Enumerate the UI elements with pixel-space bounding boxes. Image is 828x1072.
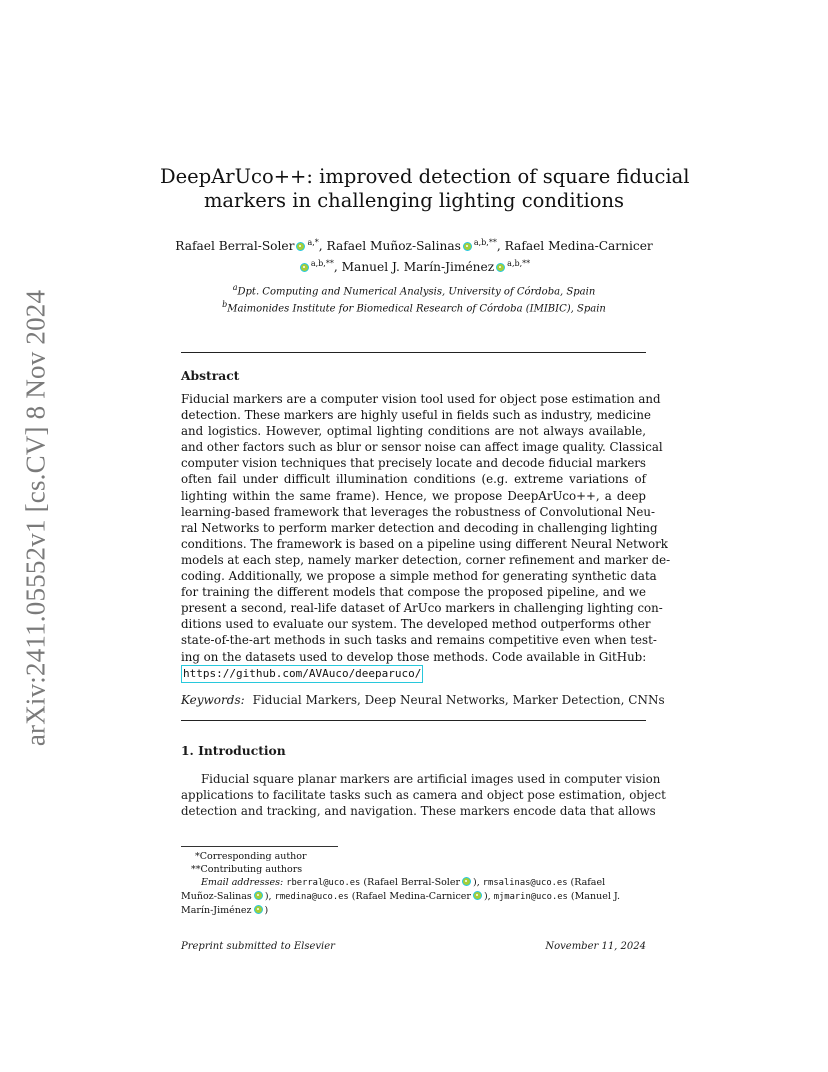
abstract-line: learning-based framework that leverages the robustness of Convolutional Neu- bbox=[181, 504, 656, 519]
affiliation-b-mark: b bbox=[222, 300, 228, 310]
author-4: , Manuel J. Marín-Jiménez bbox=[333, 260, 495, 275]
keywords-label: Keywords: bbox=[181, 693, 245, 707]
orcid-icon[interactable] bbox=[463, 242, 472, 251]
abstract-heading: Abstract bbox=[181, 368, 240, 383]
paper-title bbox=[160, 165, 690, 213]
github-link[interactable]: https://github.com/AVAuco/deeparuco/ bbox=[181, 665, 423, 683]
intro-line: applications to facilitate tasks such as camera and object pose estimation, object bbox=[181, 788, 666, 803]
abstract-line: and logistics. However, optimal lighting conditions are not always available, bbox=[181, 424, 646, 439]
arxiv-sidebar bbox=[14, 278, 58, 758]
orcid-icon[interactable] bbox=[296, 242, 305, 251]
email-1-name: (Rafael Berral-Soler bbox=[363, 877, 461, 888]
title-line-1: DeepArUco++: improved detection of square fiducial bbox=[160, 165, 690, 188]
abstract-line: ral Networks to perform marker detection and decoding in challenging lighting bbox=[181, 520, 658, 535]
intro-line: Fiducial square planar markers are artificial images used in computer vision bbox=[201, 772, 661, 786]
keywords bbox=[181, 693, 665, 707]
keywords-text: Fiducial Markers, Deep Neural Networks, Marker Detection, CNNs bbox=[252, 693, 665, 707]
abstract-line: conditions. The framework is based on a pipeline using different Neural Network bbox=[181, 536, 668, 551]
author-line-1 bbox=[170, 234, 658, 255]
intro-line: detection and tracking, and navigation. These markers encode data that allows bbox=[181, 804, 656, 819]
email-4-name-cont: Marín-Jiménez bbox=[181, 905, 252, 916]
email-4-name: (Manuel J. bbox=[570, 891, 620, 902]
abstract-line: state-of-the-art methods in such tasks and remains competitive even when test- bbox=[181, 633, 657, 648]
abstract-line: models at each step, namely marker detection, corner refinement and marker de- bbox=[181, 552, 671, 567]
author-2: , Rafael Muñoz-Salinas bbox=[318, 239, 461, 254]
orcid-icon[interactable] bbox=[300, 263, 309, 272]
footnote-emails-line-1: Email addresses: rberral@uco.es (Rafael Berral-Soler ), rmsalinas@uco.es (Rafael bbox=[201, 877, 606, 888]
author-4-affil: a,b,** bbox=[507, 259, 531, 269]
abstract-body bbox=[181, 391, 671, 683]
abstract-line: detection. These markers are highly useful in fields such as industry, medicine bbox=[181, 408, 652, 423]
abstract-line: Fiducial markers are a computer vision tool used for object pose estimation and bbox=[181, 392, 661, 406]
affiliation-b-text: Maimonides Institute for Biomedical Research of Córdoba (IMIBIC), Spain bbox=[227, 303, 606, 315]
footnote-emails-line-2: Muñoz-Salinas ), rmedina@uco.es (Rafael Medina-Carnicer ), mjmarin@uco.es (Manuel J. bbox=[181, 891, 620, 902]
email-3-name: (Rafael Medina-Carnicer bbox=[351, 891, 471, 902]
introduction-body bbox=[181, 771, 666, 819]
orcid-icon[interactable] bbox=[473, 891, 482, 900]
affiliation-b bbox=[180, 298, 648, 315]
abstract-line: ditions used to evaluate our system. The developed method outperforms other bbox=[181, 617, 651, 632]
orcid-icon[interactable] bbox=[254, 905, 263, 914]
affiliations bbox=[180, 281, 648, 316]
author-list bbox=[170, 234, 658, 276]
email-4[interactable]: mjmarin@uco.es bbox=[493, 892, 568, 902]
email-3[interactable]: rmedina@uco.es bbox=[274, 892, 349, 902]
abstract-line: present a second, real-life dataset of ArUco markers in challenging lighting con- bbox=[181, 601, 663, 616]
footnote-contributing: **Contributing authors bbox=[191, 864, 303, 875]
author-3-affil: a,b,** bbox=[310, 259, 334, 269]
abstract-line: and other factors such as blur or sensor noise can affect image quality. Classical bbox=[181, 440, 663, 455]
email-2[interactable]: rmsalinas@uco.es bbox=[482, 878, 568, 888]
affiliation-a-text: Dpt. Computing and Numerical Analysis, University of Córdoba, Spain bbox=[237, 286, 596, 298]
author-3: , Rafael Medina-Carnicer bbox=[496, 239, 653, 254]
email-2-name: (Rafael bbox=[570, 877, 606, 888]
abstract-bottom-rule bbox=[181, 720, 646, 721]
author-2-affil: a,b,** bbox=[473, 238, 497, 247]
abstract-line: often fail under difficult illumination conditions (e.g. extreme variations of bbox=[181, 472, 646, 487]
email-label: Email addresses: bbox=[201, 877, 284, 888]
footnote-corresponding: *Corresponding author bbox=[195, 851, 307, 862]
abstract-top-rule bbox=[181, 352, 646, 353]
footnote-emails-line-3: Marín-Jiménez ) bbox=[181, 905, 269, 916]
footnotes bbox=[181, 850, 646, 917]
abstract-line: for training the different models that compose the proposed pipeline, and we bbox=[181, 585, 646, 600]
page-footer bbox=[181, 941, 646, 952]
email-2-name-cont: Muñoz-Salinas bbox=[181, 891, 252, 902]
arxiv-identifier[interactable]: arXiv:2411.05552v1 [cs.CV] 8 Nov 2024 bbox=[20, 289, 51, 747]
abstract-line: computer vision techniques that precisely locate and decode fiducial markers bbox=[181, 456, 646, 471]
abstract-line: ing on the datasets used to develop those methods. Code available in GitHub: bbox=[181, 649, 647, 664]
affiliation-a bbox=[180, 281, 648, 298]
footer-preprint: Preprint submitted to Elsevier bbox=[181, 941, 335, 952]
title-line-2: markers in challenging lighting conditions bbox=[203, 189, 625, 212]
abstract-line: lighting within the same frame). Hence, we propose DeepArUco++, a deep bbox=[181, 488, 646, 503]
orcid-icon[interactable] bbox=[462, 877, 471, 886]
affiliation-a-mark: a bbox=[232, 283, 238, 292]
footnote-rule bbox=[181, 846, 338, 847]
section-heading-introduction: 1. Introduction bbox=[181, 743, 286, 758]
author-line-2 bbox=[170, 255, 658, 276]
author-1: Rafael Berral-Soler bbox=[175, 239, 295, 254]
orcid-icon[interactable] bbox=[496, 263, 505, 272]
abstract-url-line bbox=[181, 665, 646, 683]
abstract-line: coding. Additionally, we propose a simple method for generating synthetic data bbox=[181, 569, 657, 584]
orcid-icon[interactable] bbox=[254, 891, 263, 900]
email-1[interactable]: rberral@uco.es bbox=[286, 878, 361, 888]
footer-date: November 11, 2024 bbox=[545, 941, 646, 952]
author-1-affil: a,* bbox=[307, 238, 319, 247]
